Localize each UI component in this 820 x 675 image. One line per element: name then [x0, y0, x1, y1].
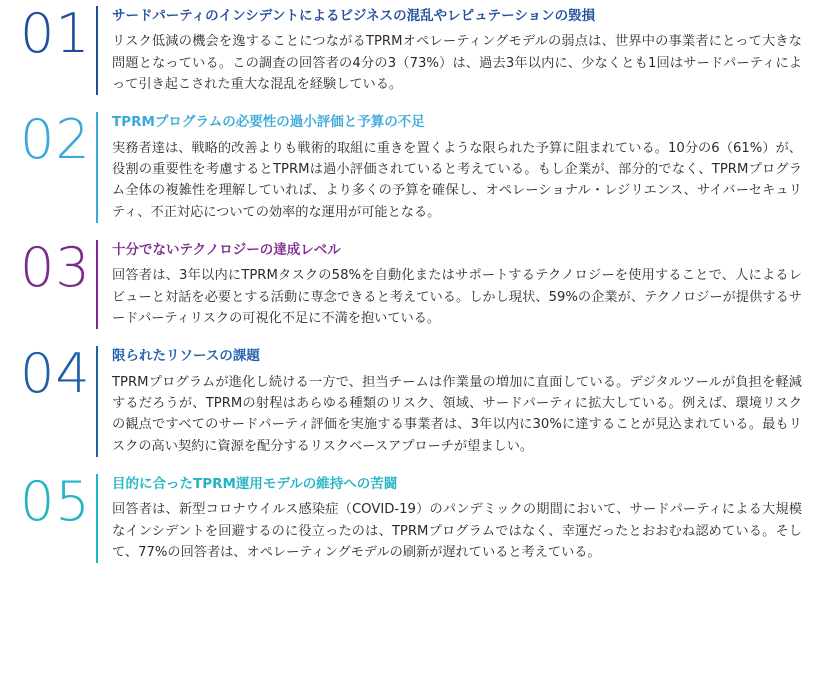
list-item [14, 108, 802, 223]
item-content [112, 6, 802, 95]
item-paragraph-04: TPRMプログラムが進化し続ける一方で、担当チームは作業量の増加に直面している。デジタルツールが負担を軽減するだろうが、TPRMの射程はあらゆる種類のリスク、領域、サードパーティに拡大している。例えば、環境リスクの観点ですべてのサードパーティ評価を実施する事業者は、3年以内に30%に達することが見込まれている。最もリスクの高い契約に資源を配分するリスクベースアプローチが望ましい。 [112, 374, 802, 454]
item-content [112, 346, 802, 457]
accent-rule [96, 474, 98, 563]
item-paragraph-03: 回答者は、3年以内にTPRMタスクの58%を自動化またはサポートするテクノロジーを使用することで、人によるレビューと対話を必要とする活動に専念できると考えている。しかし現状、59%の企業が、テクノロジーが提供するサードパーティリスクの可視化不足に不満を抱いている。 [112, 268, 802, 327]
item-body [96, 6, 802, 95]
item-body [96, 112, 802, 223]
item-number-05: 05 [20, 470, 91, 534]
item-number-04: 04 [20, 342, 91, 406]
item-number-01: 01 [20, 2, 91, 65]
item-number-02: 02 [20, 108, 91, 172]
item-body [96, 346, 802, 457]
item-paragraph-01: リスク低減の機会を逸することにつながるTPRMオペレーティングモデルの弱点は、世界中の事業者にとって大きな問題となっている。この調査の回答者の4分の3（73%）は、過去3年以内に、少なくとも1回はサードパーティによって引き起こされた重大な混乱を経験している。 [112, 34, 802, 92]
list-item [14, 2, 802, 95]
list-item [14, 236, 802, 329]
item-content [112, 112, 802, 223]
list-item [14, 342, 802, 457]
item-heading-03: 十分でないテクノロジーの達成レベル [112, 242, 341, 259]
list-item [14, 470, 802, 563]
item-heading-05: 目的に合ったTPRM運用モデルの維持への苦闘 [112, 476, 398, 493]
accent-rule [96, 112, 98, 223]
item-content [112, 474, 802, 563]
accent-rule [96, 240, 98, 329]
accent-rule [96, 6, 98, 95]
item-number-03: 03 [20, 236, 91, 300]
item-heading-01: サードパーティのインシデントによるビジネスの混乱やレピュテーションの毀損 [112, 8, 596, 24]
item-body [96, 240, 802, 329]
item-paragraph-05: 回答者は、新型コロナウイルス感染症（COVID-19）のパンデミックの期間において、サードパーティによる大規模なインシデントを回避するのに役立ったのは、TPRMプログラムではなく、幸運だったとおおむね認めている。そして、77%の回答者は、オペレーティングモデルの刷新が遅れていると考えている。 [112, 502, 802, 561]
accent-rule [96, 346, 98, 457]
item-content [112, 240, 802, 329]
item-paragraph-02: 実務者達は、戦略的改善よりも戦術的取組に重きを置くような限られた予算に阻まれている。10分の6（61%）が、役割の重要性を考慮するとTPRMは過小評価されていると考えている。もし企業が、部分的でなく、TPRMプログラム全体の複雑性を理解していれば、より多くの予算を確保し、オペレーショナル・レジリエンス、サイバーセキュリティ、不正対応についての効率的な運用が可能となる。 [112, 140, 802, 220]
item-body [96, 474, 802, 563]
item-heading-04: 限られたリソースの課題 [112, 348, 260, 365]
item-heading-02: TPRMプログラムの必要性の過小評価と予算の不足 [112, 114, 425, 131]
